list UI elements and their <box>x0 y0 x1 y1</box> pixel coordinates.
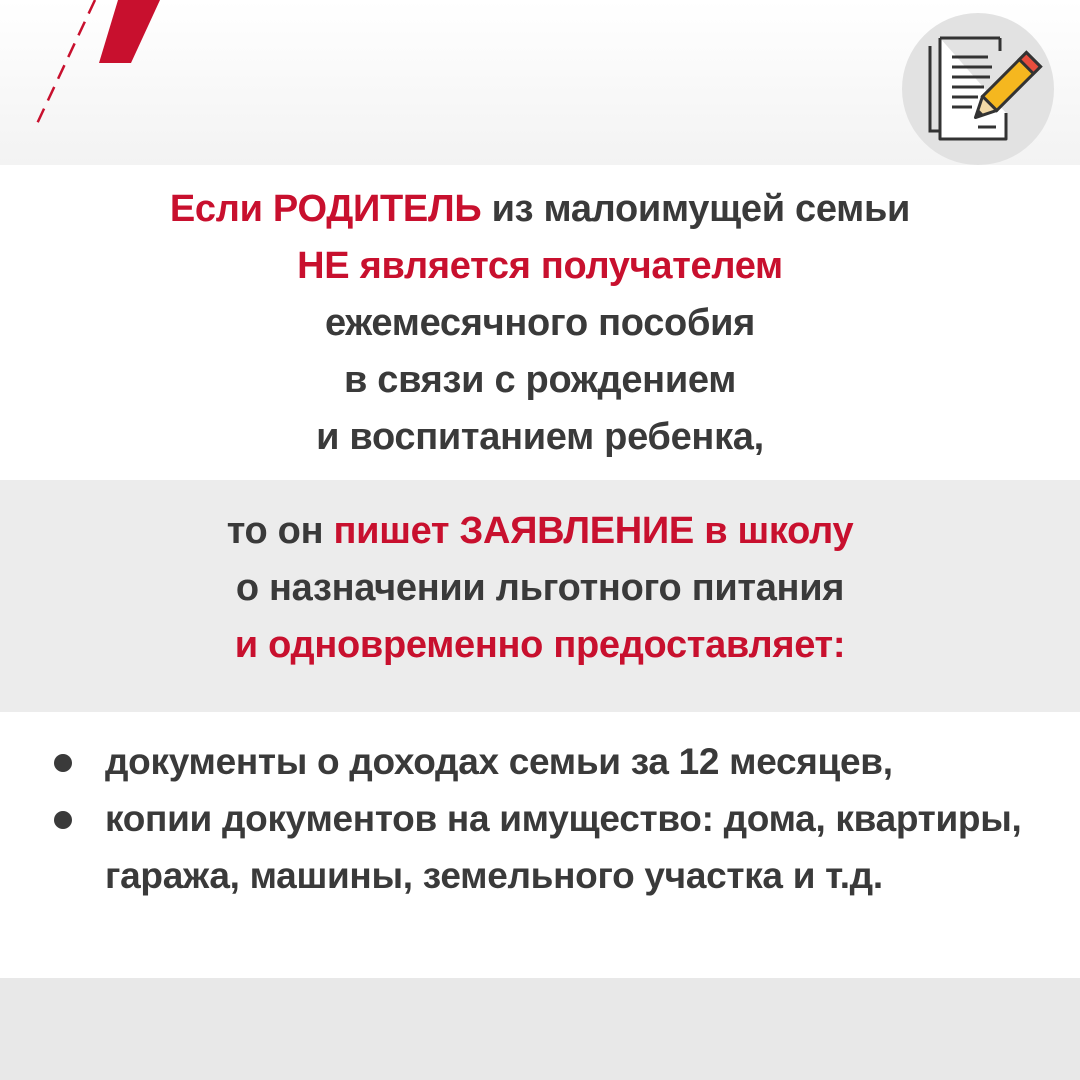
intro-family: из малоимущей семьи <box>481 188 911 230</box>
intro-line-4: в связи с рождением <box>343 359 737 401</box>
intro-if: Если <box>169 188 273 230</box>
red-slash-decoration-icon <box>0 0 180 140</box>
document-badge <box>902 13 1054 165</box>
intro-line-2: НЕ является получателем <box>297 245 783 287</box>
request-application: пишет ЗАЯВЛЕНИЕ в школу <box>333 510 854 552</box>
request-then: то он <box>226 510 334 552</box>
list-item-text: копии документов на имущество: дома, квартиры, гаража, машины, земельного участка и т.д. <box>105 798 1022 896</box>
list-item <box>48 790 1058 904</box>
intro-line-5: и воспитанием ребенка, <box>316 416 764 458</box>
list-item-text: документы о доходах семьи за 12 месяцев, <box>105 741 893 782</box>
intro-line-1 <box>0 181 1080 238</box>
document-list <box>48 733 1058 904</box>
bullet-dot-icon <box>54 811 72 829</box>
bottom-band <box>0 978 1080 1080</box>
request-line-2: о назначении льготного питания <box>235 567 845 609</box>
document-pencil-icon <box>902 13 1054 165</box>
list-item <box>48 733 1058 790</box>
intro-line-3: ежемесячного пособия <box>324 302 756 344</box>
request-text <box>0 503 1080 674</box>
request-line-3: и одновременно предоставляет: <box>234 624 846 666</box>
bullet-dot-icon <box>54 754 72 772</box>
intro-parent: РОДИТЕЛЬ <box>272 188 482 230</box>
intro-text <box>0 181 1080 466</box>
request-line-1 <box>0 503 1080 560</box>
